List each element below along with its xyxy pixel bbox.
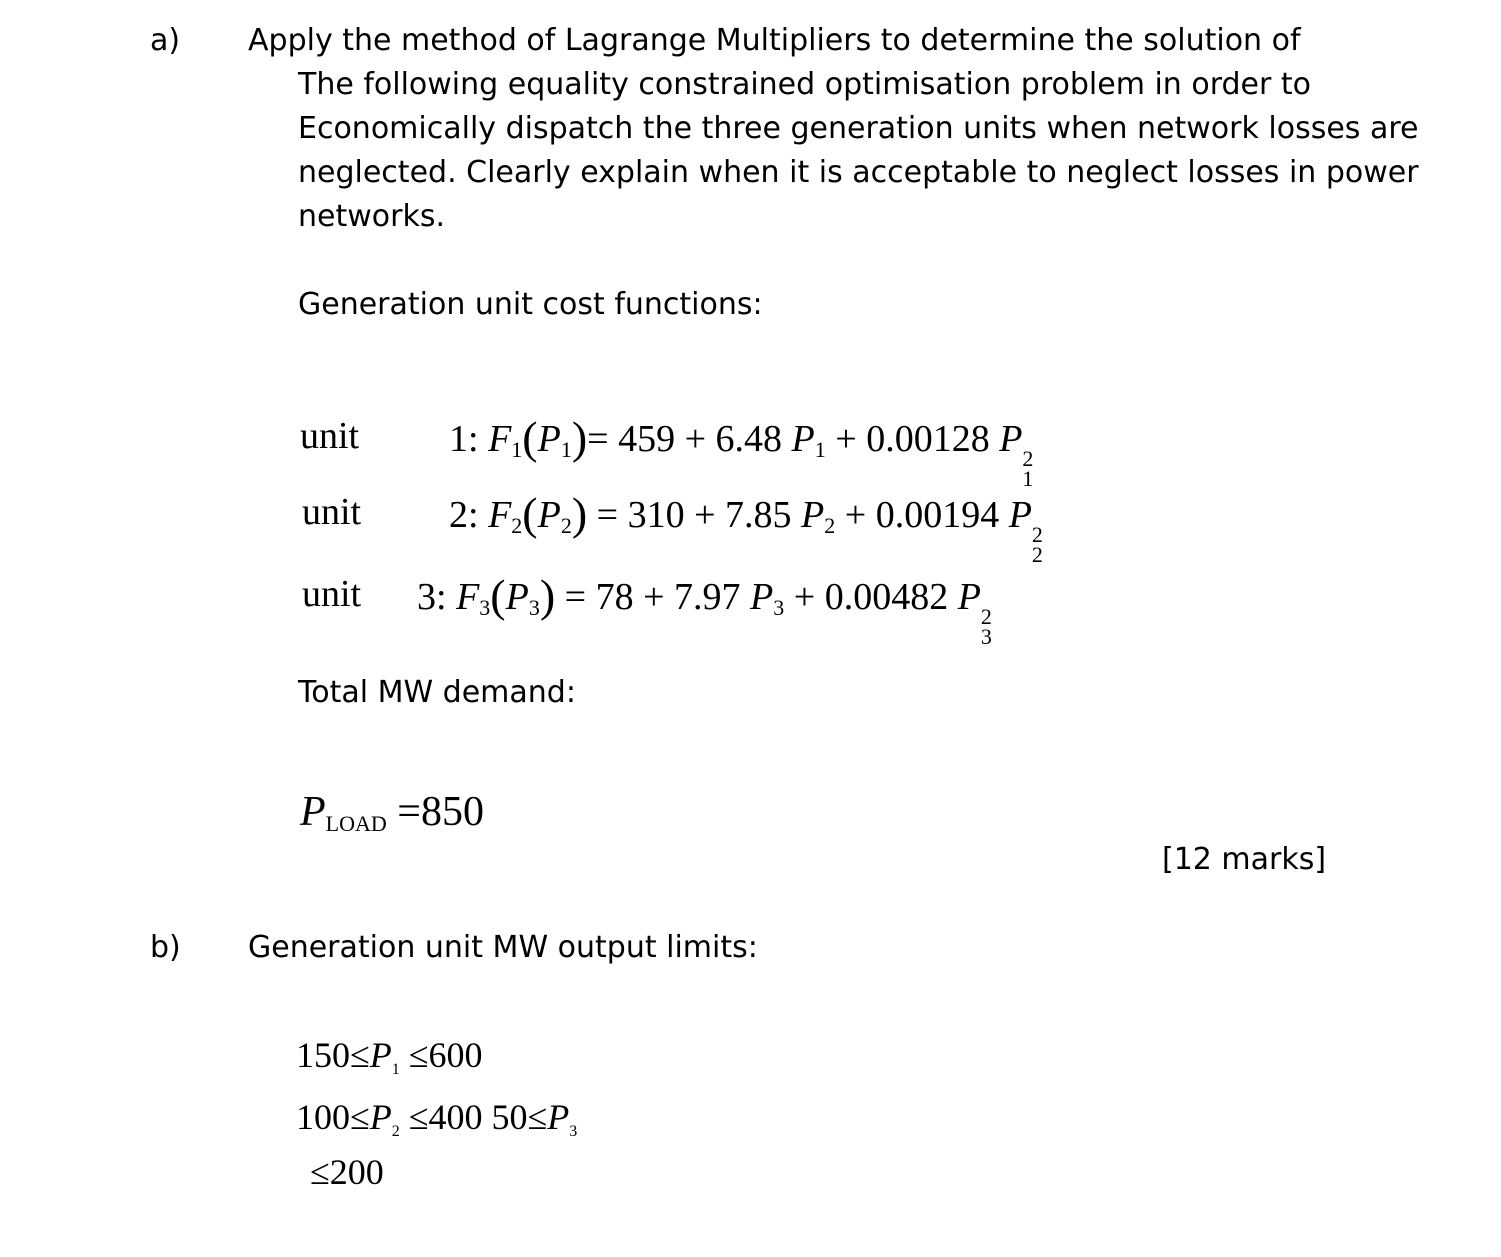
- unit-2-linear-coef: 7.85: [725, 494, 792, 536]
- demand-heading: Total MW demand:: [298, 675, 576, 710]
- unit-3-number: 3:: [417, 576, 447, 618]
- unit-2-equation: 2: F2(P2) = 310 + 7.85 P2 + 0.00194 P 2 2: [449, 488, 1043, 567]
- unit-3-word: unit: [302, 573, 362, 615]
- unit-2-quad-coef: 0.00194: [875, 494, 1000, 536]
- unit-3-equation: 3: F3(P3) = 78 + 7.97 P3 + 0.00482 P 3 2: [417, 570, 992, 649]
- unit-1-fn: F: [488, 418, 512, 460]
- part-a-line-2: The following equality constrained optimisation problem in order to: [298, 67, 1311, 102]
- unit-1-quad-coef: 0.00128: [866, 418, 990, 460]
- unit-1-number: 1:: [449, 418, 479, 460]
- load-var: P: [300, 789, 326, 835]
- load-equation: PLOAD =850: [300, 789, 484, 836]
- load-value: 850: [420, 789, 484, 835]
- unit-2-word: unit: [302, 491, 362, 533]
- unit-1-word: unit: [300, 415, 360, 457]
- unit-3-linear-coef: 7.97: [674, 576, 741, 618]
- limit-line-2: 100≤P2 ≤400 50≤P3: [296, 1097, 578, 1140]
- unit-1-constant: 459: [618, 418, 676, 460]
- unit-1-equation: 1: F1(P1)= 459 + 6.48 P1 + 0.00128 P 1 2: [449, 412, 1034, 491]
- part-b-label: b): [150, 930, 181, 965]
- unit-3-quad-coef: 0.00482: [824, 576, 949, 618]
- unit-2-fn: F: [488, 494, 512, 536]
- part-a-line-4: neglected. Clearly explain when it is acceptable to neglect losses in power: [298, 155, 1419, 190]
- marks-label: [12 marks]: [1162, 842, 1327, 877]
- limits-heading: Generation unit MW output limits:: [248, 930, 758, 965]
- cost-functions-heading: Generation unit cost functions:: [298, 287, 763, 322]
- limit-line-1: 150≤P1 ≤600: [296, 1035, 483, 1078]
- unit-1-linear-coef: 6.48: [715, 418, 783, 460]
- part-a-label: a): [150, 23, 181, 58]
- limit-line-3: ≤200: [310, 1152, 384, 1192]
- unit-2-number: 2:: [449, 494, 479, 536]
- part-a-line-1: Apply the method of Lagrange Multipliers to determine the solution of: [248, 23, 1301, 58]
- part-a-line-3: Economically dispatch the three generation units when network losses are: [298, 111, 1419, 146]
- part-a-line-5: networks.: [298, 199, 445, 234]
- unit-3-fn: F: [456, 576, 480, 618]
- unit-2-constant: 310: [627, 494, 685, 536]
- unit-3-constant: 78: [595, 576, 634, 618]
- load-subscript: LOAD: [325, 811, 387, 836]
